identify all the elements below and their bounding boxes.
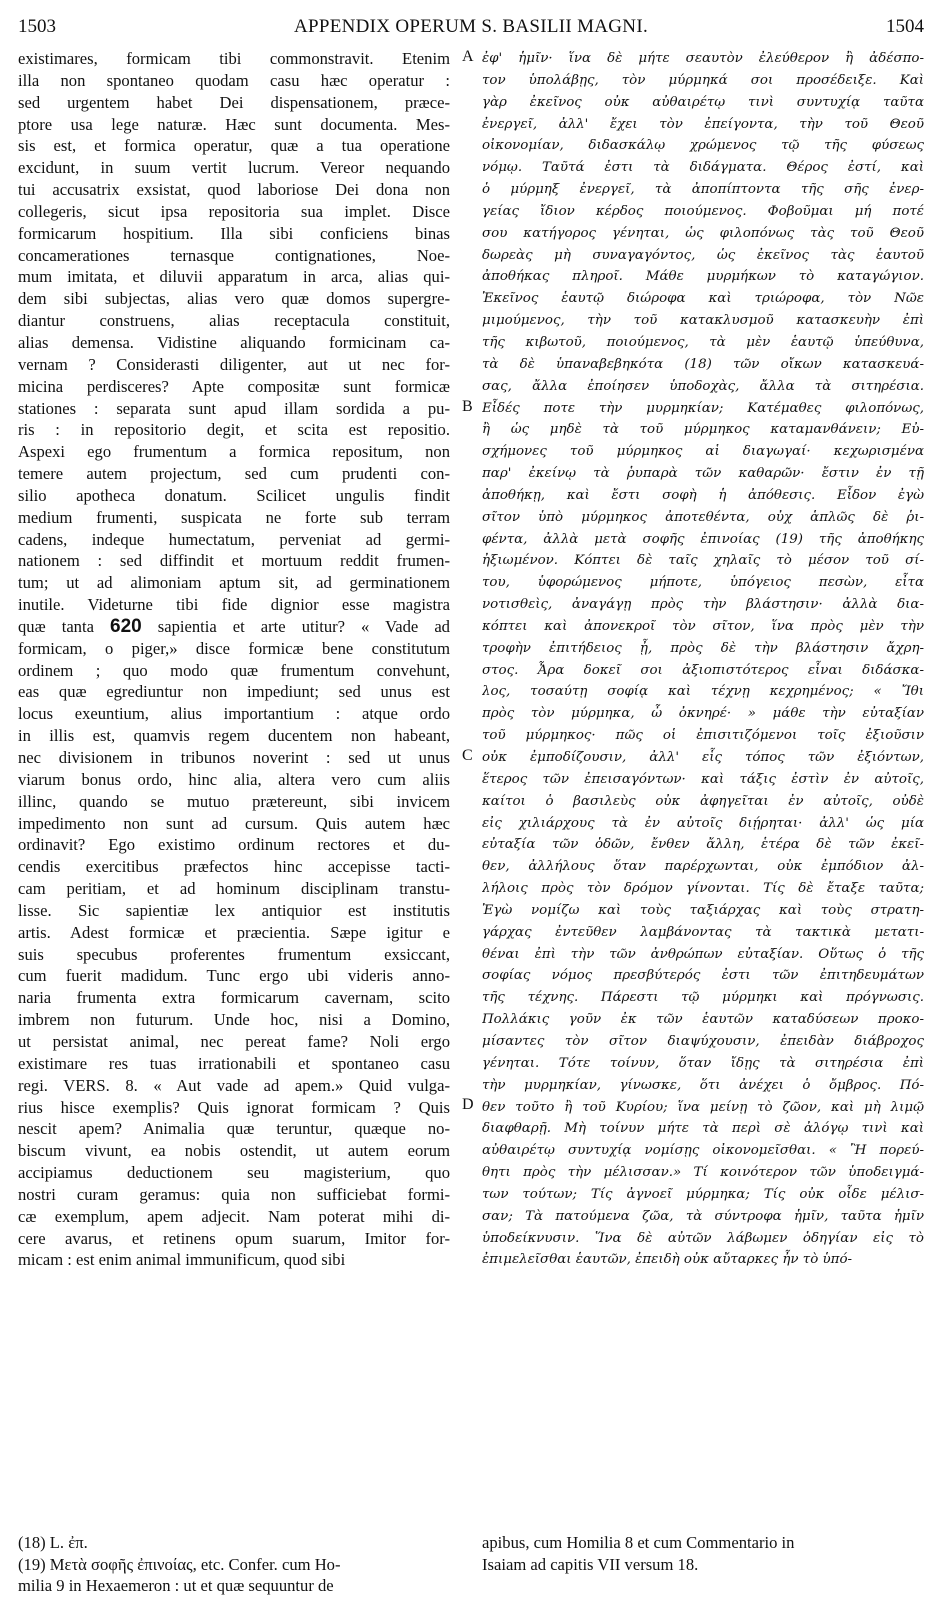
greek-line: τῆς κιβωτοῦ, ποιούμενος, τὰ μὲν ἑαυτῷ ὑπεύθυνα, (482, 334, 924, 350)
latin-line: cam peritiam, et ad hominum disciplinam transtu- (18, 879, 450, 899)
greek-line: διαφθαρῇ. Μὴ τοίνυν μήτε τὰ περὶ σὲ ἀλόγῳ τινὶ καὶ (482, 1121, 924, 1137)
latin-line: formicarum hospitium. Illa sibi conficiens binas (18, 223, 450, 243)
greek-line: τοῦ μύρμηκος· πῶς οἱ ἐπισιτιζόμενοι τοῖς ἐξιοῦσιν (482, 728, 924, 744)
greek-line: μιμούμενος, τὴν τοῦ κατακλυσμοῦ κατασκευὴν ἐπὶ (482, 313, 924, 329)
latin-line: naria frumenta extra formicarum cavernam, scito (18, 988, 450, 1008)
greek-line: λήλοις πρὸς τὸν δρόμον γίνονται. Τίς δὲ ἔταξε ταῦτα; (482, 881, 924, 897)
greek-line: ἐπιμελεῖσθαι ἑαυτῶν, ἐπειδὴ οὐκ αὔταρκες ἦν τὸ ὑπό- (482, 1252, 853, 1268)
latin-line: sis est, et formica operatur, quæ a tua operatione (18, 136, 450, 156)
greek-line: ἠξιωμένον. Κόπτει δὲ ταῖς χηλαῖς τὸ μέσον τοῦ σί- (482, 553, 924, 569)
greek-line: δωρεὰς μὴ συναγαγόντος, ὡς ἐκεῖνος τὰς ἑαυτοῦ (482, 247, 924, 263)
greek-line: τὰ δὲ ὑπαναβεβηκότα (18) τῶν οἴκων κατασκευά- (482, 356, 924, 372)
greek-line: σῖτον ὑπὸ μύρμηκος ἀποτεθέντα, οὐχ ἁπλῶς δὲ ῥι- (482, 509, 924, 525)
greek-line: Εἶδές ποτε τὴν μυρμηκίαν; Κατέμαθες φιλοπόνως, (482, 400, 924, 416)
greek-line: γάρχας ἐντεῦθεν λαμβάνοντας τὰ τακτικὰ μετατι- (482, 924, 924, 940)
latin-line: suis specubus proferentes frumentum exsiccant, (18, 944, 450, 964)
latin-line: ris : in repositorio degit, et scita est repositio. (18, 420, 450, 440)
greek-line: σας, ἄλλα ἐποίησεν ὑποδοχὰς, ἄλλα τὰ σιτηρέσια. (482, 378, 924, 394)
greek-line: τροφὴν ἐπιτήδειος ᾖ, πρὸς δὲ τὴν βλάστησιν ἄχρη- (482, 640, 924, 656)
latin-line: nec divisionem in tribunos noverint : sed ut unus (18, 748, 450, 767)
margin-marker-d: D (462, 1096, 474, 1113)
latin-line: medium frumenti, suspicata ne forte sub terram (18, 507, 450, 527)
greek-line: λος, τοσαύτῃ σοφίᾳ καὶ τέχνῃ κεχρημένος; « Ἴθι (482, 684, 924, 700)
greek-line: τῆς τέχνης. Πάρεστι τῷ μύρμηκι καὶ πρόγνωσις. (482, 990, 924, 1006)
latin-line: ordinavit? Ego existimo ordinum rectores et du- (18, 835, 450, 855)
latin-line: impedimento non sunt ad cursum. Quis autem hæc (18, 813, 450, 833)
greek-line: Πολλάκις γοῦν ἐκ τῶν ἑαυτῶν καταδύσεων προκο- (482, 1012, 924, 1028)
latin-line: biscum vivunt, ea nobis ostendit, ut autem eorum (18, 1141, 450, 1161)
latin-column (18, 48, 450, 1271)
footnote-continuation-line-2: Isaiam ad capitis VII versum 18. (482, 1554, 699, 1574)
greek-line: σαν; Τὰ πατούμενα ζῶα, τὰ σύντροφα ἡμῖν, ταῦτα ἡμῖν (482, 1208, 924, 1224)
greek-line: του, ὑφορώμενος μήποτε, ὑπόγειος πεσὼν, εἶτα (482, 575, 924, 591)
latin-line: alias demensa. Vidistine aliquando formicinam ca- (18, 332, 450, 352)
greek-line: γείας ἴδιον κέρδος ποιούμενος. Φοβοῦμαι μή ποτέ (482, 203, 924, 219)
latin-line: nescit apem? Animalia quæ teruntur, quæque no- (18, 1119, 450, 1139)
greek-line: ἐνεργεῖ, ἀλλ' ἔχει τὸν ἐπείγοντα, τὴν τοῦ Θεοῦ (482, 116, 924, 132)
latin-line: tum; ut ad alimoniam aptum sit, ad germinationem (18, 573, 450, 593)
latin-line: mum imitata, et diluvii apparatum in arca, alias qui- (18, 267, 450, 287)
page-number-right: 1504 (886, 16, 924, 37)
latin-line: diantur construens, alias receptacula constituit, (18, 311, 450, 331)
margin-marker-c: C (462, 747, 473, 764)
greek-line: ἐφ' ἡμῖν· ἵνα δὲ μήτε σεαυτὸν ἐλεύθερον ἢ ἀδέσπο- (482, 51, 924, 66)
greek-line: ἀποθήκας πληροῖ. Μάθε μυρμήκων τὸ καταγώγιον. (482, 269, 924, 285)
latin-line: temere autem projectum, sed cum prudenti con- (18, 464, 450, 484)
latin-line: quæ tanta 620 sapientia et arte utitur? « Vade ad (18, 615, 450, 637)
latin-line: cadens, indeque humectatum, perveniat ad germi- (18, 529, 450, 549)
greek-line: εὐταξία τῶν ὁδῶν, ἔνθεν ἄλλη, ἑτέρα δὲ τῶν ἐκεῖ- (482, 837, 924, 853)
page-header (18, 16, 924, 44)
greek-line: κόπτει καὶ ἀπονεκροῖ τὸν σῖτον, ἵνα πρὸς μὲν τὴν (482, 618, 924, 634)
greek-line: οἰκονομίαν, διδασκάλῳ χρώμενος τῷ τῆς φύσεως (482, 138, 924, 154)
latin-line: existimares, formicam tibi commonstravit. Etenim (18, 49, 450, 68)
greek-line: ἕτερος τῶν ἐπεισαγόντων· καὶ τάξις ἐστὶν ἐν αὐτοῖς, (482, 771, 924, 787)
footnotes (18, 1532, 450, 1597)
greek-line: γένηται. Τότε τοίνυν, ὅταν ἴδῃς τὰ σιτηρέσια ἐπὶ (482, 1055, 924, 1071)
greek-line: καίτοι ὁ βασιλεὺς οὐκ ἀφηγεῖται ἐν αὐτοῖς, οὐδὲ (482, 793, 924, 809)
greek-line: Ἐγὼ νομίζω καὶ τοὺς ταξιάρχας καὶ τοὺς στρατη- (482, 902, 924, 918)
latin-line: stationes : separata sunt apud illam sordida a pu- (18, 398, 450, 418)
latin-line: locus exeuntium, alius importantium : atque ordo (18, 704, 450, 724)
latin-line: sed urgentem habet Dei dispensationem, præce- (18, 92, 450, 112)
greek-line: παρ' ἐκείνῳ τὰ ῥυπαρὰ τῶν καθαρῶν· ἔστιν ἐν τῇ (482, 466, 924, 482)
greek-line: ὑποδείκνυσιν. Ἵνα δὲ αὐτῶν λάβωμεν ὁδηγίαν εἰς τὸ (482, 1230, 924, 1246)
greek-line: των τούτων; Τίς ἀγνοεῖ μύρμηκα; Τίς οὐκ οἶδε μέλισ- (482, 1186, 924, 1202)
greek-line: σοφίας νόμος πρεσβύτερός ἐστι τῶν ἐπιτηδευμάτων (482, 968, 924, 984)
greek-line: ἢ ὡς μηδὲ τὰ τοῦ μύρμηκος καταμανθάνειν; Εὐ- (482, 422, 924, 438)
column-number-620: 620 (110, 615, 142, 637)
greek-line: τὴν μυρμηκίαν, γίνωσκε, ὅτι ἀνέχει ὁ ὄμβρος. Πό- (482, 1077, 924, 1093)
latin-line: in illis est, quamvis regem ducentem non habeant, (18, 726, 450, 746)
latin-line: ptore usa lege naturæ. Hæc sunt documenta. Mes- (18, 114, 450, 134)
latin-line: viarum bonus ordo, hinc alia, altera vero cum aliis (18, 769, 450, 789)
latin-line: micam : est enim animal immunificum, quod sibi (18, 1250, 346, 1270)
greek-line: αὐθαιρέτῳ συντυχίᾳ νομίσῃς οἰκονομεῖσθαι. « Ἢ πορεύ- (482, 1143, 924, 1159)
latin-line: accipiamus deductionem seu magisterium, quo (18, 1163, 450, 1183)
footnote-19-line-2: milia 9 in Hexaemeron : ut et quæ sequuntur de (18, 1576, 334, 1595)
greek-line: θεν, ἀλλήλους ὅταν παρέρχωνται, οὐκ ἐμπόδιον ἀλ- (482, 859, 924, 875)
latin-line: cere avarus, et retinens opum suarum, Imitor for- (18, 1228, 450, 1248)
greek-line: ἀποθήκῃ, καὶ ἔστι σοφὴ ἡ ἀπόθεσις. Εἶδον ἐγὼ (482, 487, 924, 503)
latin-line: dem sibi subjectas, alias vero quæ domos supergre- (18, 289, 450, 309)
latin-line: artis. Adest formicæ et præcientia. Sæpe igitur e (18, 922, 450, 942)
footnote-19-line-1: (19) Μετὰ σοφῆς ἐπινοίας, etc. Confer. cum Ho- (18, 1554, 341, 1574)
latin-line: illa non spontaneo quodam casu hæc operatur : (18, 70, 450, 90)
latin-line: excidunt, in suum vertit lucrum. Vereor nequando (18, 158, 450, 178)
latin-line: micina perdisceres? Apte compositæ sunt formicæ (18, 376, 450, 396)
greek-line: νόμῳ. Ταῦτά ἐστι τὰ διδάγματα. Θέρος ἐστί, καὶ (482, 160, 924, 176)
footnote-continuation-line-1: apibus, cum Homilia 8 et cum Commentario in (482, 1533, 795, 1552)
latin-line: regi. VERS. 8. « Aut vade ad apem.» Quid vulga- (18, 1075, 450, 1095)
latin-line-continuation: sapientia et arte utitur? « Vade ad (141, 616, 450, 636)
running-title: APPENDIX OPERUM S. BASILII MAGNI. (293, 16, 649, 37)
latin-line: ordinem ; quo modo quæ frumentum convehunt, (18, 660, 450, 680)
latin-line: tui accusatrix exsistat, quod laboriose Dei dona non (18, 180, 450, 200)
latin-line: ut persistat animal, nec pereat fame? Noli ergo (18, 1031, 450, 1051)
greek-column (482, 48, 924, 1271)
greek-line: μίσαντες τὸν σῖτον διαψύχουσιν, ἐπειδὰν διάβροχος (482, 1033, 924, 1049)
page-number-left: 1503 (18, 16, 56, 37)
greek-line: σχήμονες τοῦ μύρμηκος αἱ διαγωγαί· κεχωρισμένα (482, 444, 924, 460)
greek-line: θεν τοῦτο ἢ τοῦ Κυρίου; ἵνα μείνῃ τὸ ζῶον, καὶ μὴ λιμῷ (482, 1099, 924, 1115)
latin-line: cæ exemplum, apem adjecit. Nam poterat mihi di- (18, 1206, 450, 1226)
greek-line: ὁ μύρμηξ ἐνεργεῖ, τὰ ἀποπίπτοντα τῆς σῆς ἐνερ- (482, 182, 924, 198)
greek-line: φέντα, ἀλλὰ μετὰ σοφῆς ἐπινοίας (19) τῆς ἀποθήκης (482, 531, 924, 547)
latin-line: illinc, quando se mutuo prætereunt, sibi invicem (18, 791, 450, 811)
greek-line: γὰρ ἐκεῖνος οὐκ αὐθαιρέτῳ τινὶ συντυχίᾳ ταῦτα (482, 94, 924, 110)
greek-line: σου κατήγορος γένηται, ὡς φιλοπόνως τὰς τοῦ Θεοῦ (482, 225, 924, 241)
latin-line: Aspexi ego frumentum a formica repositum, non (18, 442, 450, 462)
latin-line: lisse. Sic sapientiæ lex antiquior est institutis (18, 900, 450, 920)
footnote-18: (18) L. ἐπ. (18, 1533, 88, 1552)
greek-line: Ἐκεῖνος ἑαυτῷ διώροφα καὶ τριώροφα, τὸν Νῶε (482, 291, 924, 307)
footnote-continuation (482, 1532, 924, 1575)
greek-line: θητι πρὸς τὴν μέλισσαν.» Τί κοινότερον τῶν ὑποδειγμά- (482, 1165, 924, 1181)
greek-line: θέναι ἐπὶ τὴν τῶν ἀνθρώπων εὐταξίαν. Οὕτως ὁ τῆς (482, 946, 924, 962)
margin-marker-a: A (462, 48, 474, 65)
latin-line: nationem : sed diffindit et mortuum reddit frumen- (18, 551, 450, 571)
latin-line: collegeris, sicut ipsa repositoria sua implet. Disce (18, 201, 450, 221)
latin-line: cendis exercitibus præfectos hinc accepisse tacti- (18, 857, 450, 877)
margin-marker-b: B (462, 398, 473, 415)
greek-line: νοτισθεὶς, ἀναγάγῃ πρὸς τὴν βλάστησιν· ἀλλὰ δια- (482, 597, 924, 613)
latin-line: cum fuerit madidum. Tunc ergo ubi videris anno- (18, 966, 450, 986)
latin-line: eas quæ egrediuntur non impediunt; sed unus est (18, 682, 450, 702)
latin-line: existimare res tuas irrationabili et spontaneo casu (18, 1053, 450, 1073)
latin-line: rius hisce exemplis? Quis ignorat formicam ? Quis (18, 1097, 450, 1117)
latin-line: formicam, o piger,» disce formicæ bene constitutum (18, 638, 450, 658)
greek-line: εἰς χιλιάρχους τὰ ἐν αὐτοῖς διῄρηται· ἀλλ' ὡς μία (482, 815, 924, 831)
greek-line: τον ὑπολάβῃς, τὸν μύρμηκά σοι προσέδειξε. Καὶ (482, 72, 924, 88)
latin-line: imbrem non futurum. Unde hoc, nisi a Domino, (18, 1010, 450, 1030)
greek-line: οὐκ ἐμποδίζουσιν, ἀλλ' εἷς τόπος τῶν ἐξιόντων, (482, 750, 924, 765)
latin-line: silio apotheca donatum. Scilicet ungulis findit (18, 485, 450, 505)
greek-line: πρὸς τὸν μύρμηκα, ὦ ὀκνηρέ· » μάθε τὴν εὐταξίαν (482, 706, 924, 722)
latin-line: vernam ? Considerasti diligenter, aut ut nec for- (18, 354, 450, 374)
greek-line: στος. Ἆρα δοκεῖ σοι ἀξιοπιστότερος εἶναι διδάσκα- (482, 662, 924, 678)
latin-line: concamerationes ternasque contignationes, Noe- (18, 245, 450, 265)
latin-line: inutile. Videturne tibi fide dignior esse magistra (18, 595, 450, 615)
latin-line: nostri curam geramus: quia non sufficiebat formi- (18, 1184, 450, 1204)
